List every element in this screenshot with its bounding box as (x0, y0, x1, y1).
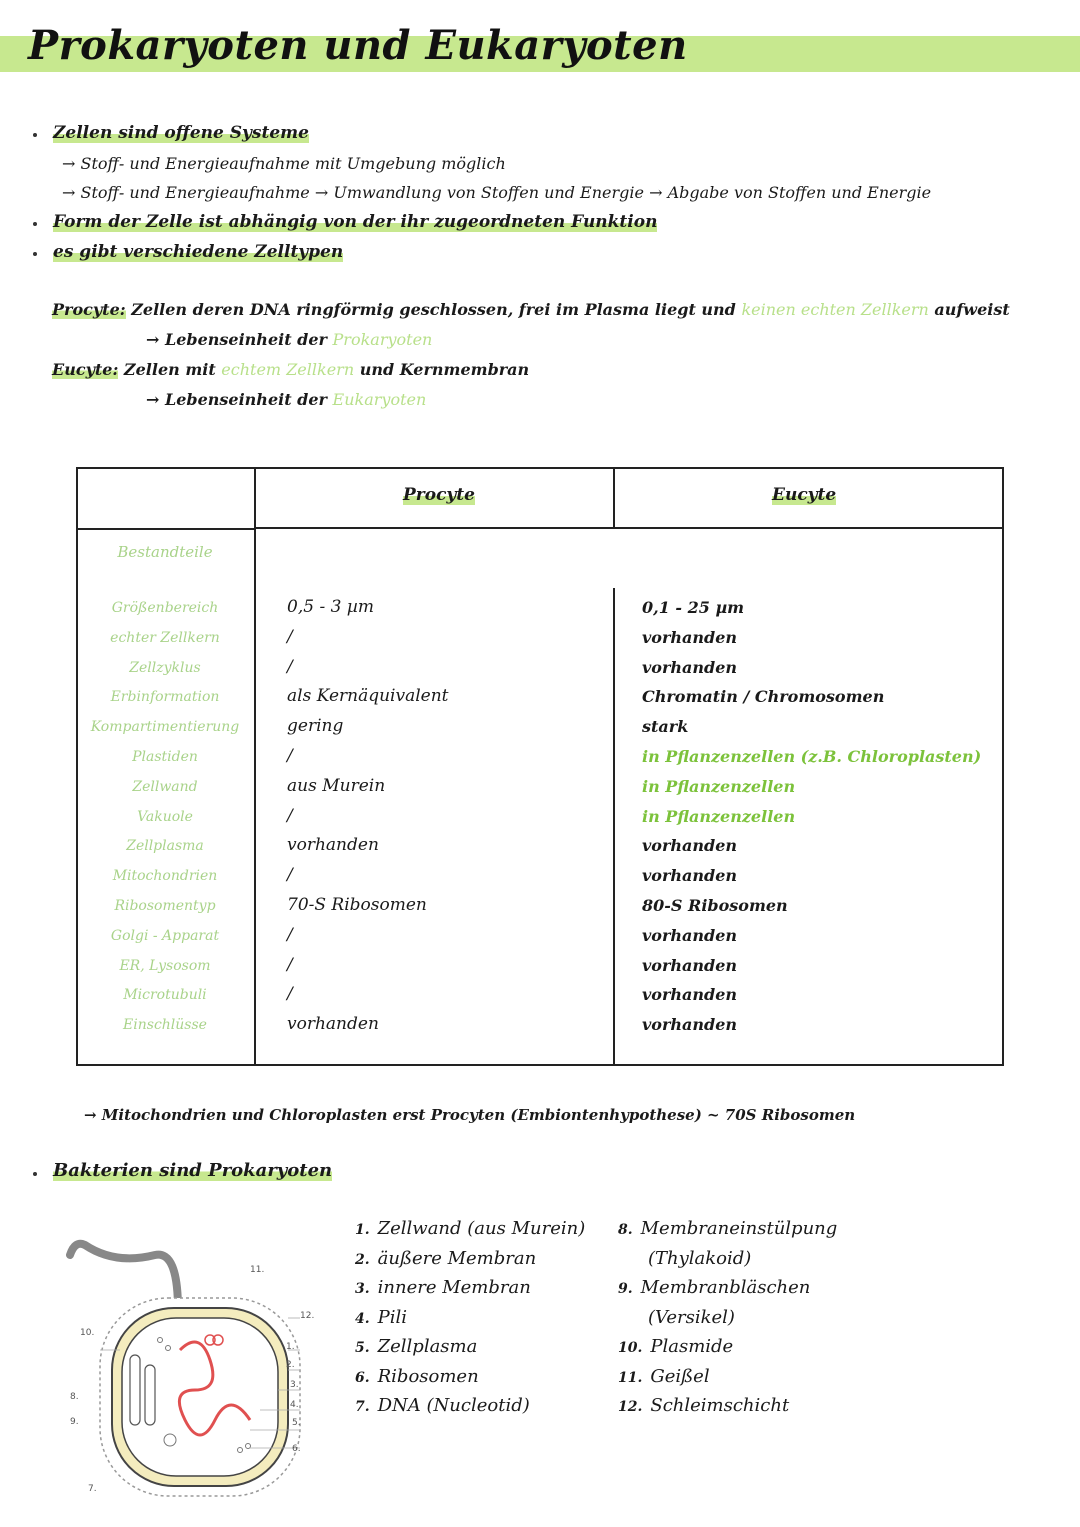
legend-number: 4. (355, 1311, 370, 1327)
procyte-cell: als Kernäquivalent (287, 686, 449, 706)
row-label: Mitochondrien (112, 868, 218, 884)
row-label: echter Zellkern (110, 630, 220, 646)
row-label: Einschlüsse (123, 1017, 207, 1033)
legend-item (355, 1277, 531, 1298)
eucyte-cell: vorhanden (642, 926, 738, 945)
row-label: Zellwand (132, 779, 198, 795)
legend-item (355, 1395, 530, 1416)
legend-text: Zellwand (aus Murein) (377, 1218, 586, 1239)
procyte-cell: / (287, 984, 293, 1004)
bullet-dot (33, 222, 37, 226)
bullet-dot (33, 252, 37, 256)
row-label: Golgi - Apparat (110, 928, 220, 944)
legend-text: (Thylakoid) (648, 1248, 752, 1269)
procyte-cell: 0,5 - 3 µm (287, 597, 374, 617)
legend-item (618, 1307, 735, 1328)
procyte-cell: / (287, 925, 293, 945)
procyte-cell: aus Murein (287, 776, 386, 796)
eucyte-cell: 0,1 - 25 µm (642, 598, 745, 617)
procyte-cell: / (287, 955, 293, 975)
legend-text: Membranbläschen (640, 1277, 811, 1298)
legend-item (618, 1336, 733, 1357)
row-label: Plastiden (132, 749, 198, 765)
eucyte-arrow: → Lebenseinheit der Eukaryoten (146, 390, 427, 409)
legend-number: 11. (618, 1370, 643, 1386)
legend-text: Ribosomen (377, 1366, 479, 1387)
row-label: ER, Lysosom (119, 958, 211, 974)
bullet-offene-systeme: Zellen sind offene Systeme (53, 123, 309, 143)
legend-item (355, 1336, 477, 1357)
sub-line-1: → Stoff- und Energieaufnahme mit Umgebung möglich (62, 154, 506, 173)
legend-text: Pili (377, 1307, 408, 1328)
legend-text: (Versikel) (648, 1307, 735, 1328)
diagram-label-12: 12. (300, 1311, 315, 1321)
table-divider (613, 588, 615, 1064)
bullet-dot (33, 1172, 37, 1176)
legend-number: 5. (355, 1340, 370, 1356)
procyte-cell: / (287, 657, 293, 677)
legend-number: 12. (618, 1399, 643, 1415)
eucyte-cell: 80-S Ribosomen (642, 896, 788, 915)
page-title: Prokaryoten und Eukaryoten (28, 22, 688, 69)
procyte-cell: vorhanden (287, 835, 379, 855)
legend-item (618, 1248, 751, 1269)
legend-item (355, 1218, 585, 1239)
legend-text: Schleimschicht (650, 1395, 790, 1416)
legend-text: Geißel (650, 1366, 710, 1387)
legend-item (618, 1395, 789, 1416)
row-label: Größenbereich (111, 600, 219, 616)
diagram-label-8: 8. (70, 1392, 79, 1402)
bacteria-heading: Bakterien sind Prokaryoten (53, 1160, 333, 1181)
legend-text: DNA (Nucleotid) (377, 1395, 530, 1416)
diagram-label-11: 11. (250, 1265, 265, 1275)
eucyte-cell: vorhanden (642, 1015, 738, 1034)
row-label: Erbinformation (110, 689, 220, 705)
row-label: Vakuole (137, 809, 193, 825)
legend-number: 9. (618, 1281, 633, 1297)
procyte-cell: / (287, 806, 293, 826)
table-header-line (254, 527, 1002, 529)
legend-text: Plasmide (650, 1336, 734, 1357)
row-label: Kompartimentierung (90, 719, 240, 735)
table-header-line (76, 528, 256, 530)
procyte-definition: Procyte: Zellen deren DNA ringförmig geschlossen, frei im Plasma liegt und keinen echten Zellkern aufweist (52, 300, 1010, 319)
legend-text: äußere Membran (377, 1248, 537, 1269)
diagram-label-3: 3. (290, 1380, 299, 1390)
diagram-label-7: 7. (88, 1484, 97, 1494)
legend-number: 8. (618, 1222, 633, 1238)
bullet-dot (33, 133, 37, 137)
eucyte-cell: vorhanden (642, 866, 738, 885)
eucyte-cell: vorhanden (642, 628, 738, 647)
legend-number: 10. (618, 1340, 643, 1356)
eucyte-cell: in Pflanzenzellen (z.B. Chloroplasten) (642, 747, 982, 766)
bullet-zelltypen: es gibt verschiedene Zelltypen (53, 242, 344, 262)
legend-text: Membraneinstülpung (640, 1218, 838, 1239)
procyte-arrow: → Lebenseinheit der Prokaryoten (146, 330, 433, 349)
legend-number: 7. (355, 1399, 370, 1415)
procyte-cell: 70-S Ribosomen (287, 895, 427, 915)
legend-item (355, 1307, 407, 1328)
diagram-label-5: 5. (292, 1418, 301, 1428)
note-endosymbiont: → Mitochondrien und Chloroplasten erst Procyten (Embiontenhypothese) ~ 70S Ribosomen (84, 1106, 856, 1124)
column-header-eucyte: Eucyte (772, 485, 837, 505)
legend-number: 3. (355, 1281, 370, 1297)
bullet-form-der-zelle: Form der Zelle ist abhängig von der ihr zugeordneten Funktion (53, 212, 658, 232)
legend-text: Zellplasma (377, 1336, 478, 1357)
procyte-cell: vorhanden (287, 1014, 379, 1034)
procyte-cell: / (287, 627, 293, 647)
eucyte-cell: vorhanden (642, 836, 738, 855)
procyte-cell: / (287, 746, 293, 766)
section-bestandteile: Bestandteile (117, 543, 213, 561)
sub-line-2: → Stoff- und Energieaufnahme → Umwandlung von Stoffen und Energie → Abgabe von Stoffen und Energie (62, 183, 932, 202)
eucyte-cell: in Pflanzenzellen (642, 777, 796, 796)
row-label: Zellzyklus (129, 660, 201, 676)
diagram-label-1: 1. (286, 1342, 295, 1352)
eucyte-cell: vorhanden (642, 658, 738, 677)
eucyte-definition: Eucyte: Zellen mit echtem Zellkern und Kernmembran (52, 360, 530, 379)
table-divider (613, 467, 615, 529)
diagram-label-2: 2. (286, 1360, 295, 1370)
legend-number: 6. (355, 1370, 370, 1386)
procyte-cell: / (287, 865, 293, 885)
diagram-label-4: 4. (290, 1400, 299, 1410)
column-header-procyte: Procyte (403, 485, 475, 505)
legend-number: 2. (355, 1252, 370, 1268)
legend-item (355, 1366, 479, 1387)
legend-item (618, 1366, 710, 1387)
diagram-label-9: 9. (70, 1417, 79, 1427)
legend-item (355, 1248, 536, 1269)
eucyte-cell: Chromatin / Chromosomen (642, 687, 885, 706)
procyte-cell: gering (287, 716, 344, 736)
legend-item (618, 1277, 810, 1298)
table-divider (254, 467, 256, 1064)
eucyte-cell: stark (642, 717, 689, 736)
row-label: Ribosomentyp (114, 898, 216, 914)
eucyte-cell: in Pflanzenzellen (642, 807, 796, 826)
eucyte-cell: vorhanden (642, 985, 738, 1004)
diagram-label-6: 6. (292, 1444, 301, 1454)
legend-item (618, 1218, 837, 1239)
legend-number: 1. (355, 1222, 370, 1238)
diagram-label-10: 10. (80, 1328, 95, 1338)
eucyte-cell: vorhanden (642, 956, 738, 975)
row-label: Zellplasma (126, 838, 204, 854)
row-label: Microtubuli (123, 987, 207, 1003)
legend-text: innere Membran (377, 1277, 531, 1298)
